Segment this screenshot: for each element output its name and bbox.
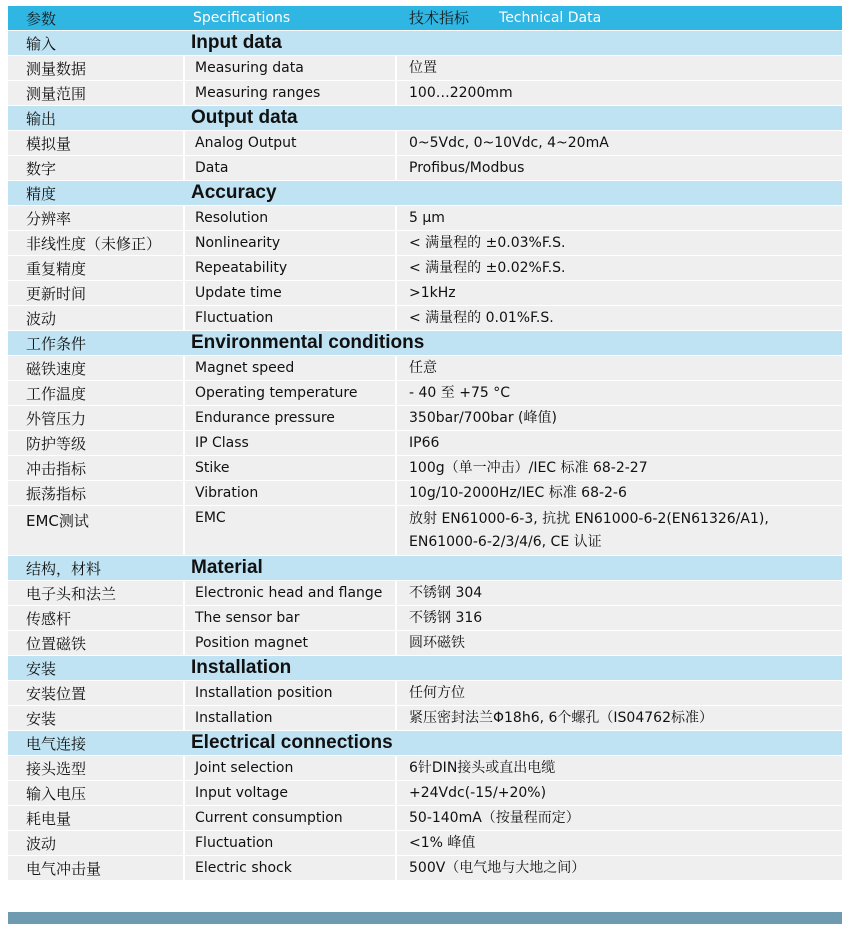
param-en: Analog Output [183,131,397,155]
table-row [8,831,842,856]
table-row [8,356,842,381]
param-cn: 安装 [26,709,57,728]
header-technical-data-en: Technical Data [499,9,602,26]
section-header [8,106,842,131]
param-en: IP Class [183,431,397,455]
param-value: 紧压密封法兰Φ18h6, 6个螺孔（IS04762标准） [397,706,842,730]
param-en: Operating temperature [183,381,397,405]
param-cn: 电气冲击量 [26,859,102,878]
table-row [8,706,842,731]
param-en: Nonlinearity [183,231,397,255]
param-value: 500V（电气地与大地之间） [397,856,842,880]
section-title-cn: 结构，材料 [26,559,102,578]
param-cn: 数字 [26,159,57,178]
param-en: EMC [183,506,397,555]
param-cn: 振荡指标 [26,484,87,503]
param-value: 10g/10-2000Hz/IEC 标准 68-2-6 [397,481,842,505]
table-row [8,506,842,556]
table-row [8,406,842,431]
param-value: 50-140mA（按量程而定） [397,806,842,830]
footer-bar [8,912,842,924]
table-row [8,606,842,631]
section-header [8,556,842,581]
table-row [8,81,842,106]
param-en: Magnet speed [183,356,397,380]
table-header [8,6,842,31]
param-value: < 满量程的 0.01%F.S. [397,306,842,330]
section-title-en: Output data [191,107,298,128]
param-cn: 耗电量 [26,809,72,828]
param-cn: 冲击指标 [26,459,87,478]
param-cn: 磁铁速度 [26,359,87,378]
section-title-cn: 工作条件 [26,334,87,353]
param-cn: 工作温度 [26,384,87,403]
table-row [8,631,842,656]
table-row [8,156,842,181]
section-header [8,731,842,756]
param-cn: 传感杆 [26,609,72,628]
table-row [8,281,842,306]
table-row [8,806,842,831]
param-value: 0~5Vdc, 0~10Vdc, 4~20mA [397,131,842,155]
param-value: 100g（单一冲击）/IEC 标准 68-2-27 [397,456,842,480]
param-cn: 位置磁铁 [26,634,87,653]
section-header [8,181,842,206]
table-row [8,381,842,406]
table-row [8,206,842,231]
param-en: Installation position [183,681,397,705]
table-row [8,306,842,331]
param-value: +24Vdc(-15/+20%) [397,781,842,805]
section-header [8,331,842,356]
section-title-cn: 输入 [26,34,57,53]
param-en: Stike [183,456,397,480]
param-value: < 满量程的 ±0.02%F.S. [397,256,842,280]
param-value: - 40 至 +75 °C [397,381,842,405]
param-value: 圆环磁铁 [397,631,842,655]
param-en: Repeatability [183,256,397,280]
param-en: Electronic head and flange [183,581,397,605]
table-row [8,581,842,606]
table-row [8,431,842,456]
param-en: Fluctuation [183,831,397,855]
param-value: 任意 [397,356,842,380]
param-value: <1% 峰值 [397,831,842,855]
section-title-en: Accuracy [191,182,277,203]
param-cn: 模拟量 [26,134,72,153]
param-cn: 非线性度（未修正） [26,234,162,253]
param-en: Vibration [183,481,397,505]
param-value: 不锈钢 316 [397,606,842,630]
table-row [8,756,842,781]
param-cn: 安装位置 [26,684,87,703]
section-title-cn: 电气连接 [26,734,87,753]
param-en: Measuring ranges [183,81,397,105]
table-row [8,856,842,881]
header-technical-data [397,6,842,30]
param-value: 6针DIN接头或直出电缆 [397,756,842,780]
param-value: 5 μm [397,206,842,230]
table-row [8,56,842,81]
section-title-en: Material [191,557,263,578]
param-en: Fluctuation [183,306,397,330]
section-title-en: Installation [191,657,292,678]
param-value: < 满量程的 ±0.03%F.S. [397,231,842,255]
param-value: 任何方位 [397,681,842,705]
header-specifications: Specifications [193,10,291,26]
param-cn: 测量数据 [26,59,87,78]
header-technical-data-cn: 技术指标 [409,8,470,27]
param-cn: 电子头和法兰 [26,584,117,603]
param-value: 放射 EN61000-6-3, 抗扰 EN61000-6-2(EN61326/A1), EN61000-6-2/3/4/6, CE 认证 [397,506,842,555]
param-cn: 波动 [26,834,57,853]
section-title-cn: 输出 [26,109,57,128]
param-cn: 测量范围 [26,84,87,103]
table-body [8,31,842,881]
table-row [8,131,842,156]
param-en: Data [183,156,397,180]
section-title-en: Input data [191,32,282,53]
table-row [8,781,842,806]
param-cn: EMC测试 [26,512,89,530]
param-cn: 外管压力 [26,409,87,428]
section-header [8,656,842,681]
section-title-en: Environmental conditions [191,332,425,353]
param-value: >1kHz [397,281,842,305]
param-cn: 重复精度 [26,259,87,278]
param-cn: 更新时间 [26,284,87,303]
param-en: Position magnet [183,631,397,655]
param-cn: 分辨率 [26,209,72,228]
header-param: 参数 [26,9,57,28]
param-value: 350bar/700bar (峰值) [397,406,842,430]
param-value: 100…2200mm [397,81,842,105]
param-en: Resolution [183,206,397,230]
section-title-cn: 安装 [26,659,57,678]
param-en: Electric shock [183,856,397,880]
table-row [8,481,842,506]
param-value: 不锈钢 304 [397,581,842,605]
param-value: 位置 [397,56,842,80]
spec-table [8,6,842,881]
param-en: Installation [183,706,397,730]
param-en: Endurance pressure [183,406,397,430]
param-en: Update time [183,281,397,305]
section-title-cn: 精度 [26,184,57,203]
section-header [8,31,842,56]
table-row [8,256,842,281]
table-row [8,456,842,481]
param-cn: 接头选型 [26,759,87,778]
param-en: The sensor bar [183,606,397,630]
param-value: IP66 [397,431,842,455]
param-cn: 波动 [26,309,57,328]
param-cn: 防护等级 [26,434,87,453]
table-row [8,681,842,706]
param-en: Input voltage [183,781,397,805]
param-value: Profibus/Modbus [397,156,842,180]
param-en: Measuring data [183,56,397,80]
param-en: Joint selection [183,756,397,780]
section-title-en: Electrical connections [191,732,393,753]
param-en: Current consumption [183,806,397,830]
param-cn: 输入电压 [26,784,87,803]
table-row [8,231,842,256]
